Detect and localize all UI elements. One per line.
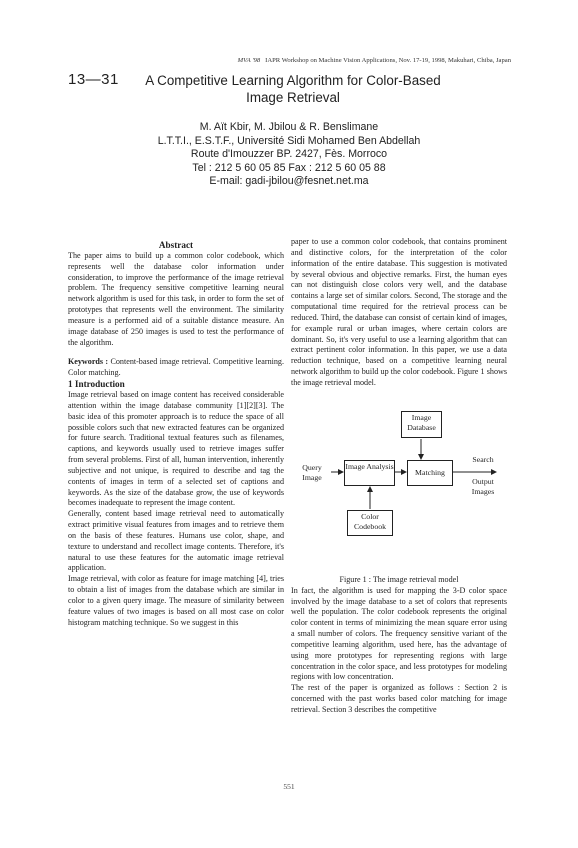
keywords [68, 357, 284, 379]
abstract-heading: Abstract [158, 240, 194, 250]
right-paragraph-2: In fact, the algorithm is used for mapping the 3-D color space involved by the image database to a set of colors that represents well the population. The color codebook represents the original color content in terms of minimizing the mean square error using a small number of colors. The frequency sensitive variant of the competitive learning algorithm, used here, has the advantage of using more prototypes for representing regions with large concentration in the color space, and less prototypes for modeling regions with low concentration. [291, 585, 507, 682]
phone-fax: Tel : 212 5 60 05 85 Fax : 212 5 60 05 88 [192, 161, 386, 174]
figure-1 [291, 407, 507, 575]
keywords-text: Content-based image retrieval. Competitive learning. Color matching. [68, 357, 284, 378]
right-paragraph-3: The rest of the paper is organized as follows : Section 2 is concerned with the past works based color matching for image retrieval. Section 3 describes the competitive [291, 683, 507, 714]
paper-number: 13—31 [68, 71, 119, 88]
email: E-mail: gadi-jbilou@fesnet.net.ma [209, 175, 369, 188]
author-block [0, 121, 578, 189]
left-column [68, 240, 284, 629]
output-images-label: Output Images [471, 476, 495, 496]
color-codebook-box: Color Codebook [347, 510, 393, 536]
page-number: 551 [283, 782, 295, 791]
introduction-heading: 1 Introduction [68, 379, 125, 390]
query-image-label: Query Image [302, 462, 322, 482]
image-database-box: Image Database [401, 411, 442, 438]
figure-caption: Figure 1 : The image retrieval model [339, 574, 459, 584]
intro-paragraph-3: Image retrieval, with color as feature for image matching [4], tries to obtain a list of images from the database which are similar in color to a given query image. The measure of similarity between feature values of two images is based on all most case on color histogram matching technique. So we suggest in this [68, 574, 284, 627]
search-label: Search [472, 454, 494, 464]
address: Route d'Imouzzer BP. 2427, Fès. Morroco [190, 148, 388, 161]
matching-box: Matching [407, 460, 453, 486]
venue-label: MVA '98 [237, 57, 261, 64]
abstract-text: The paper aims to build up a common color codebook, which represents well the database color information under consideration, to improve the performance of the image retrieval problem. The frequency sensitive competitive learning neural network algorithm is used for this task, in order to form the set of prototypes that represents well the environment. The similarity measure is a performed aid of a suitable distance measure. An image database of 250 images is used to test the performance of the algorithm. [68, 250, 284, 347]
right-column [291, 237, 507, 716]
image-analysis-box: Image Analysis [344, 460, 395, 486]
affiliation: L.T.T.I., E.S.T.F., Université Sidi Mohamed Ben Abdellah [157, 134, 421, 147]
paper-title: A Competitive Learning Algorithm for Color-Based Image Retrieval [145, 73, 441, 105]
intro-paragraph-2: Generally, content based image retrieval need to automatically extract primitive visual features from images and to retrieve them on the basis of these features. Humans use color, shape, and texture to understand and recollect image contents. Therefore, it's natural to use these features for the automatic image retrieval application. [68, 509, 284, 573]
authors: M. Aït Kbir, M. Jbilou & R. Benslimane [199, 121, 379, 133]
intro-paragraph-1: Image retrieval based on image content has received considerable attention within the image database community [1][2][3]. The basic idea of this promoter approach is to reduce the space of all possible colors such that new extracted features can be organized for future search. Traditional textual features such as filenames, captions, and keywords usually used to retrieve images suffer from several problems. First of all, human intervention, inherently subjective and not unique, is required to describe and tag the contents of images in term of a selected set of captions and keywords. As the size of the database grow, the use of keywords becomes inadequate to represent the image content. [68, 389, 284, 508]
keywords-label: Keywords : [68, 357, 109, 367]
right-paragraph-1: paper to use a common color codebook, that contains prominent and distinctive colors, for the interpretation of the color information of the entire database. This suggestion is motivated by several obvious and objective remarks. First, the human eyes can not distinguish close colors very well, and the database contains a large set of similar colors. Second, The storage and the computational time required for the retrieval process can be reduced. Third, the database can consist of certain kind of images, for example rural or urban images, where certain colors are dominant. So, it's very useful to use a learning algorithm that can extract pertinent color information. In this paper, we use a data reduction technique, based on a competitive learning neural network algorithm to build up the color codebook. Figure 1 shows the image retrieval model. [291, 237, 507, 387]
conference-header [0, 57, 578, 64]
workshop-label: IAPR Workshop on Machine Vision Applications, Nov. 17-19, 1998, Makuhari, Chiba, Japan [265, 57, 511, 64]
